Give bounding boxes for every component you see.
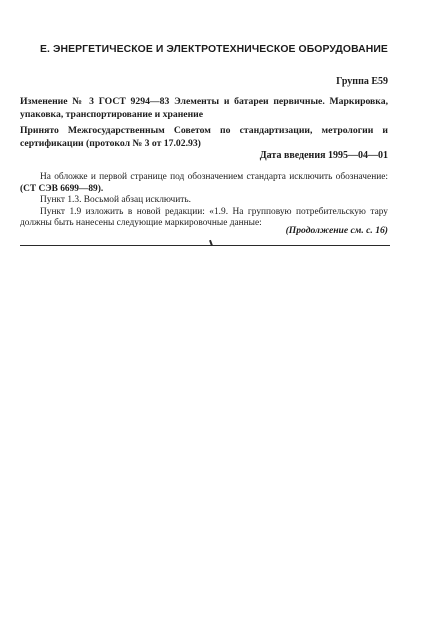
continuation-note: (Продолжение см. с. 16) (285, 225, 388, 236)
section-header: Е. ЭНЕРГЕТИЧЕСКОЕ И ЭЛЕКТРОТЕХНИЧЕСКОЕ ОБОРУДОВАНИЕ (40, 44, 388, 55)
effective-date: Дата введения 1995—04—01 (259, 150, 388, 161)
adoption-note: Принято Межгосударственным Советом по стандартизации, метрологии и сертификации (протокол № 3 от 17.02.93) (20, 125, 388, 149)
paragraph-item-1-3: Пункт 1.3. Восьмой абзац исключить. (40, 195, 192, 205)
footer-rule (20, 245, 390, 246)
group-code: Группа Е59 (336, 76, 388, 87)
change-title: Изменение № 3 ГОСТ 9294—83 Элементы и батареи первичные. Маркировка, упаковка, транспортирование и хранение (20, 96, 388, 120)
paragraph-cover-text: На обложке и первой странице под обозначением стандарта исключить обозначение: (40, 172, 388, 182)
standard-reference: (СТ СЭВ 6699—89). (20, 183, 104, 194)
paragraph-cover-designation (20, 172, 388, 195)
paragraph-item-1-9: Пункт 1.9 изложить в новой редакции: «1.9. На групповую потребительскую тару должны быть нанесены следующие маркировочные данные: (20, 206, 388, 228)
body-text (20, 172, 388, 230)
